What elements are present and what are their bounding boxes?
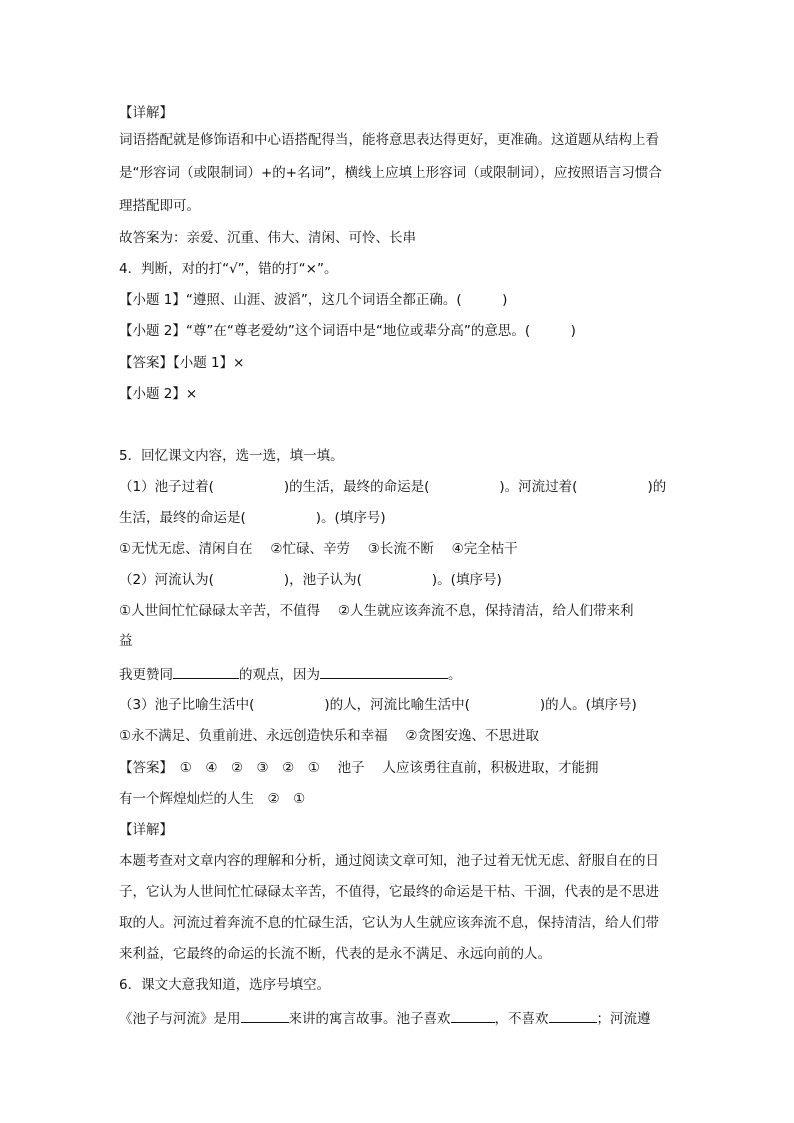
- question-4-subquestion-1: 【小题 1】“遵照、山涯、波滔”，这几个词语全都正确。( ): [119, 292, 508, 308]
- question-5-part-3-line: （3）池子比喻生活中( )的人，河流比喻生活中( )的人。(填序号): [119, 697, 637, 713]
- question-5-options-1: ①无忧无虑、清闲自在 ②忙碌、辛劳 ③长流不断 ④完全枯干: [119, 541, 518, 557]
- question-5-part-1-line-2: 生活，最终的命运是( )。(填序号): [119, 510, 386, 526]
- fill-blank[interactable]: [549, 1008, 597, 1023]
- detail-paragraph-line: 词语搭配就是修饰语和中心语搭配得当，能将意思表达得更好，更准确。这道题从结构上看: [119, 132, 659, 148]
- detail-paragraph-line: 是“形容词（或限制词）+的+名词”，横线上应填上形容词（或限制词），应按照语言习惯合: [119, 165, 662, 181]
- fill-blank[interactable]: [173, 664, 239, 679]
- question-4-subquestion-2: 【小题 2】“尊”在“尊老爱幼”这个词语中是“地位或辈分高”的意思。( ): [119, 323, 576, 339]
- question-5-answer-line-2: 有一个辉煌灿烂的人生 ② ①: [119, 791, 306, 807]
- question-6-title: 6．课文大意我知道，选序号填空。: [119, 977, 331, 993]
- question-4-title: 4．判断，对的打“√”，错的打“×”。: [119, 261, 338, 277]
- fill-blank[interactable]: [320, 664, 448, 679]
- question-5-agree-line: 我更赞同 的观点，因为 。: [119, 664, 462, 684]
- question-5-answer-line-1: 【答案】 ① ④ ② ③ ② ① 池子 人应该勇往直前，积极进取，才能拥: [119, 760, 599, 776]
- detail-heading: 【详解】: [119, 105, 173, 121]
- detail-paragraph-line: 取的人。河流过着奔流不息的忙碌生活，它认为人生就应该奔流不息，保持清洁，给人们带: [119, 915, 659, 931]
- detail-heading: 【详解】: [119, 822, 173, 838]
- detail-paragraph-line: 来利益，它最终的命运的长流不断，代表的是永不满足、永远向前的人。: [119, 946, 551, 962]
- question-4-answer-1: 【答案】【小题 1】×: [119, 355, 245, 371]
- detail-paragraph-line: 本题考查对文章内容的理解和分析，通过阅读文章可知，池子过着无忧无虑、舒服自在的日: [119, 853, 659, 869]
- question-5-title: 5．回忆课文内容，选一选，填一填。: [119, 448, 344, 464]
- fill-blank[interactable]: [241, 1008, 289, 1023]
- question-5-options-2-line-1: ①人世间忙忙碌碌太辛苦，不值得 ②人生就应该奔流不息，保持清洁，给人们带来利: [119, 603, 634, 619]
- question-6-line-1: 《池子与河流》是用 来讲的寓言故事。池子喜欢 ，不喜欢 ；河流遵: [119, 1008, 651, 1028]
- question-5-part-1-line-1: （1）池子过着( )的生活，最终的命运是( )。河流过着( )的: [119, 479, 667, 495]
- question-5-part-2-line: （2）河流认为( )，池子认为( )。(填序号): [119, 572, 502, 588]
- answer-summary: 故答案为：亲爱、沉重、伟大、清闲、可怜、长串: [119, 230, 416, 246]
- detail-paragraph-line: 理搭配即可。: [119, 198, 200, 214]
- question-5-options-3: ①永不满足、负重前进、永远创造快乐和幸福 ②贪图安逸、不思进取: [119, 728, 539, 744]
- question-5-options-2-line-2: 益: [119, 633, 133, 649]
- question-4-answer-2: 【小题 2】×: [119, 386, 198, 402]
- fill-blank[interactable]: [451, 1008, 495, 1023]
- detail-paragraph-line: 子，它认为人世间忙忙碌碌太辛苦，不值得，它最终的命运是干枯、干涸，代表的是不思进: [119, 884, 659, 900]
